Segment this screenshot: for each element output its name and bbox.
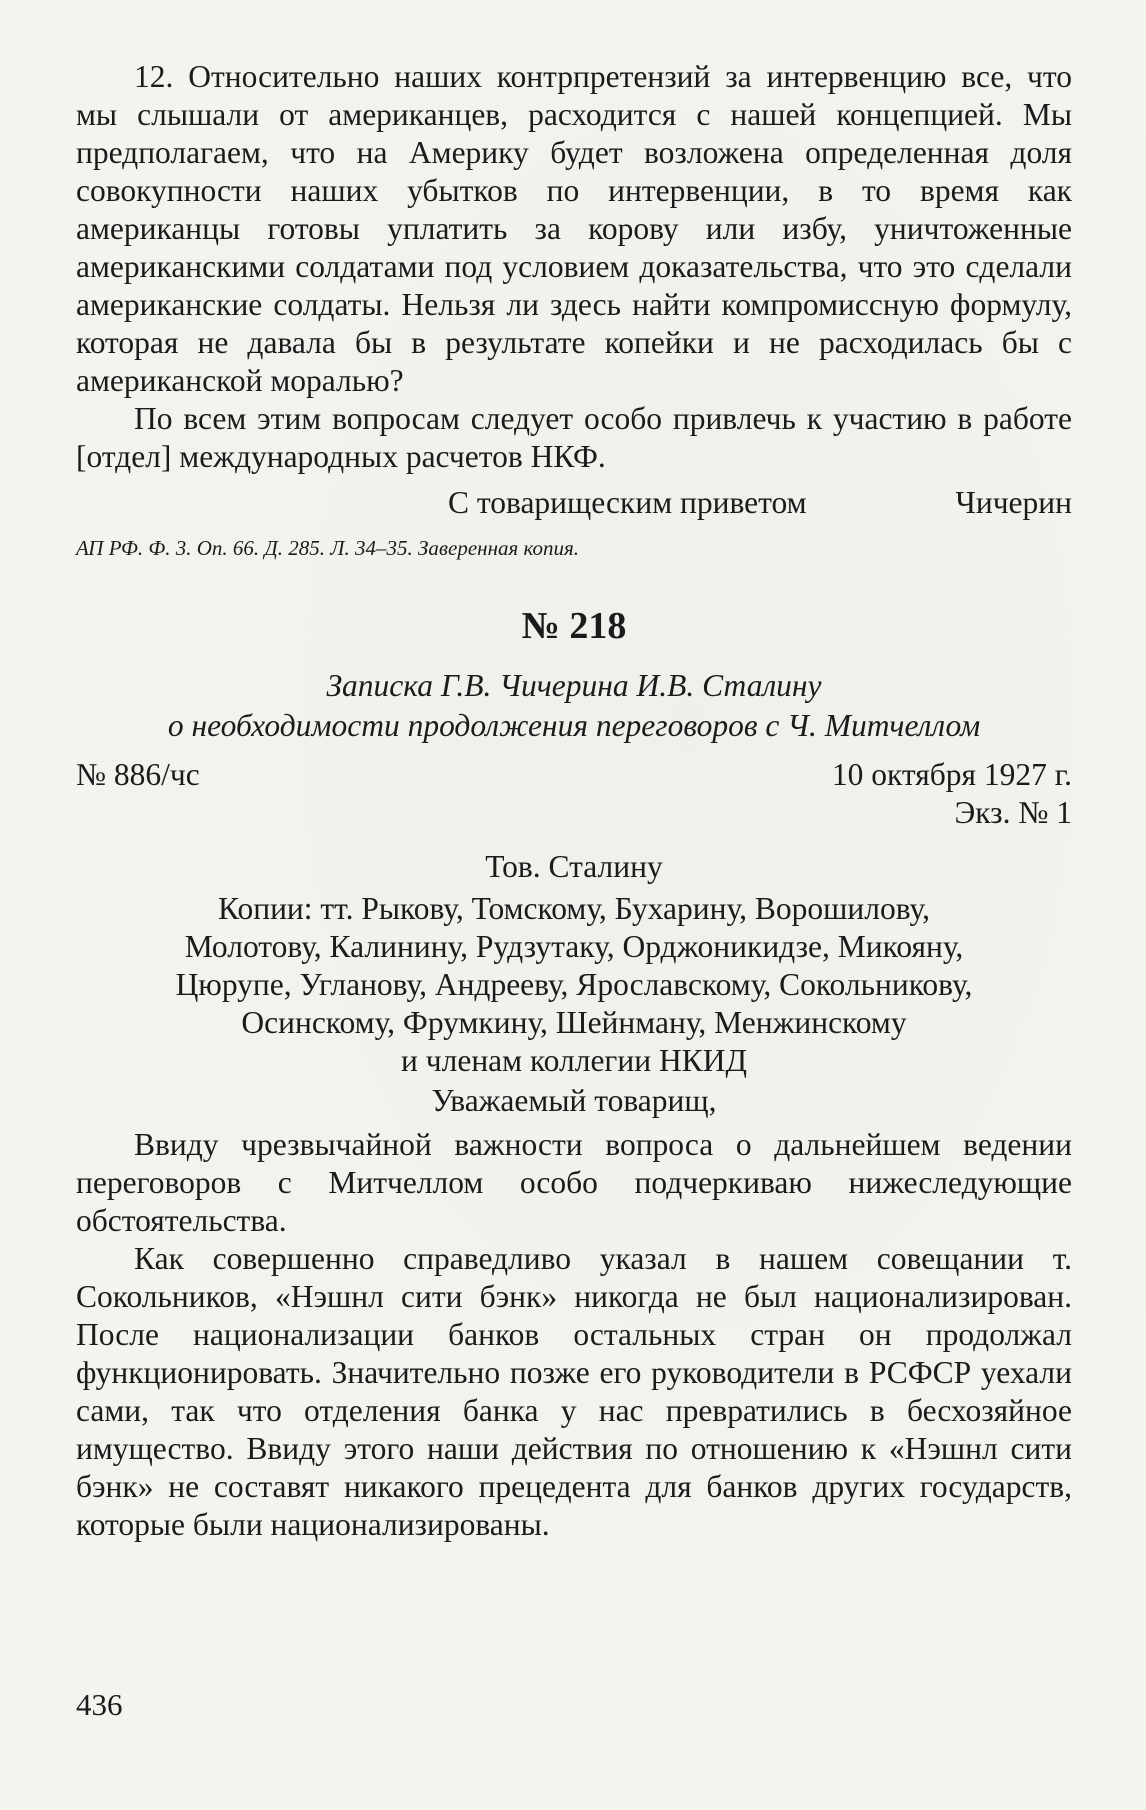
copies-line-2: Молотову, Калинину, Рудзутаку, Орджоникидзе, Микояну,: [184, 929, 964, 964]
letter-body: [76, 1126, 1072, 1544]
document-date: 10 октября 1927 г.: [831, 757, 1072, 792]
body-paragraph-1: Ввиду чрезвычайной важности вопроса о дальнейшем ведении переговоров с Митчеллом особо подчеркиваю нижеследующие обстоятельства.: [76, 1127, 1072, 1238]
copies-line-4: Осинскому, Фрумкину, Шейнману, Менжинскому: [241, 1005, 907, 1040]
document-title-line-1: Записка Г.В. Чичерина И.В. Сталину: [326, 668, 822, 703]
archive-reference: АП РФ. Ф. 3. Оп. 66. Д. 285. Л. 34–35. Заверенная копия.: [76, 536, 580, 560]
outgoing-number: № 886/чс: [76, 757, 200, 792]
paragraph-12: 12. Относительно наших контрпретензий за интервенцию все, что мы слышали от американцев, расходится с нашей концепцией. Мы предполагаем, что на Америку будет возложена определенная доля совокупности наших убытков по интервенции, в то время как американцы готовы уплатить за корову или избу, уничтоженные американскими солдатами под условием доказательства, что это сделали американские солдаты. Нельзя ли здесь найти компромиссную формулу, которая не давала бы в результате копейки и не расходилась бы с американской моралью?: [76, 59, 1072, 398]
document-title-line-2: о необходимости продолжения переговоров с Ч. Митчеллом: [167, 708, 981, 743]
regards-text: С товарищеским приветом: [448, 485, 807, 520]
document-number: № 218: [521, 605, 627, 647]
copies-list: [76, 890, 1072, 1080]
document-title: [76, 666, 1072, 746]
salutation: Уважаемый товарищ,: [431, 1083, 717, 1118]
copies-line-5: и членам коллегии НКИД: [401, 1043, 747, 1078]
addressee: Тов. Сталину: [485, 849, 663, 884]
body-paragraph-2: Как совершенно справедливо указал в нашем совещании т. Сокольников, «Нэшнл сити бэнк» никогда не был национализирован. После национализации банков остальных стран он продолжал функционировать. Значительно позже его руководители в РСФСР уехали сами, так что отделения банка у нас превратились в бесхозяйное имущество. Ввиду этого наши действия по отношению к «Нэшнл сити бэнк» не составят никакого прецедента для банков других государств, которые были национализированы.: [76, 1241, 1072, 1542]
signer-name: Чичерин: [955, 485, 1072, 520]
copies-line-3: Цюрупе, Угланову, Андрееву, Ярославскому, Сокольникову,: [175, 967, 973, 1002]
copies-line-1: Копии: тт. Рыкову, Томскому, Бухарину, Ворошилову,: [218, 891, 930, 926]
closing-paragraph: По всем этим вопросам следует особо привлечь к участию в работе [отдел] международных расчетов НКФ.: [76, 401, 1072, 474]
page-number: 436: [76, 1687, 123, 1722]
document-meta: [76, 756, 1072, 794]
copy-number: Экз. № 1: [954, 795, 1072, 830]
signature-line: [76, 484, 1072, 522]
